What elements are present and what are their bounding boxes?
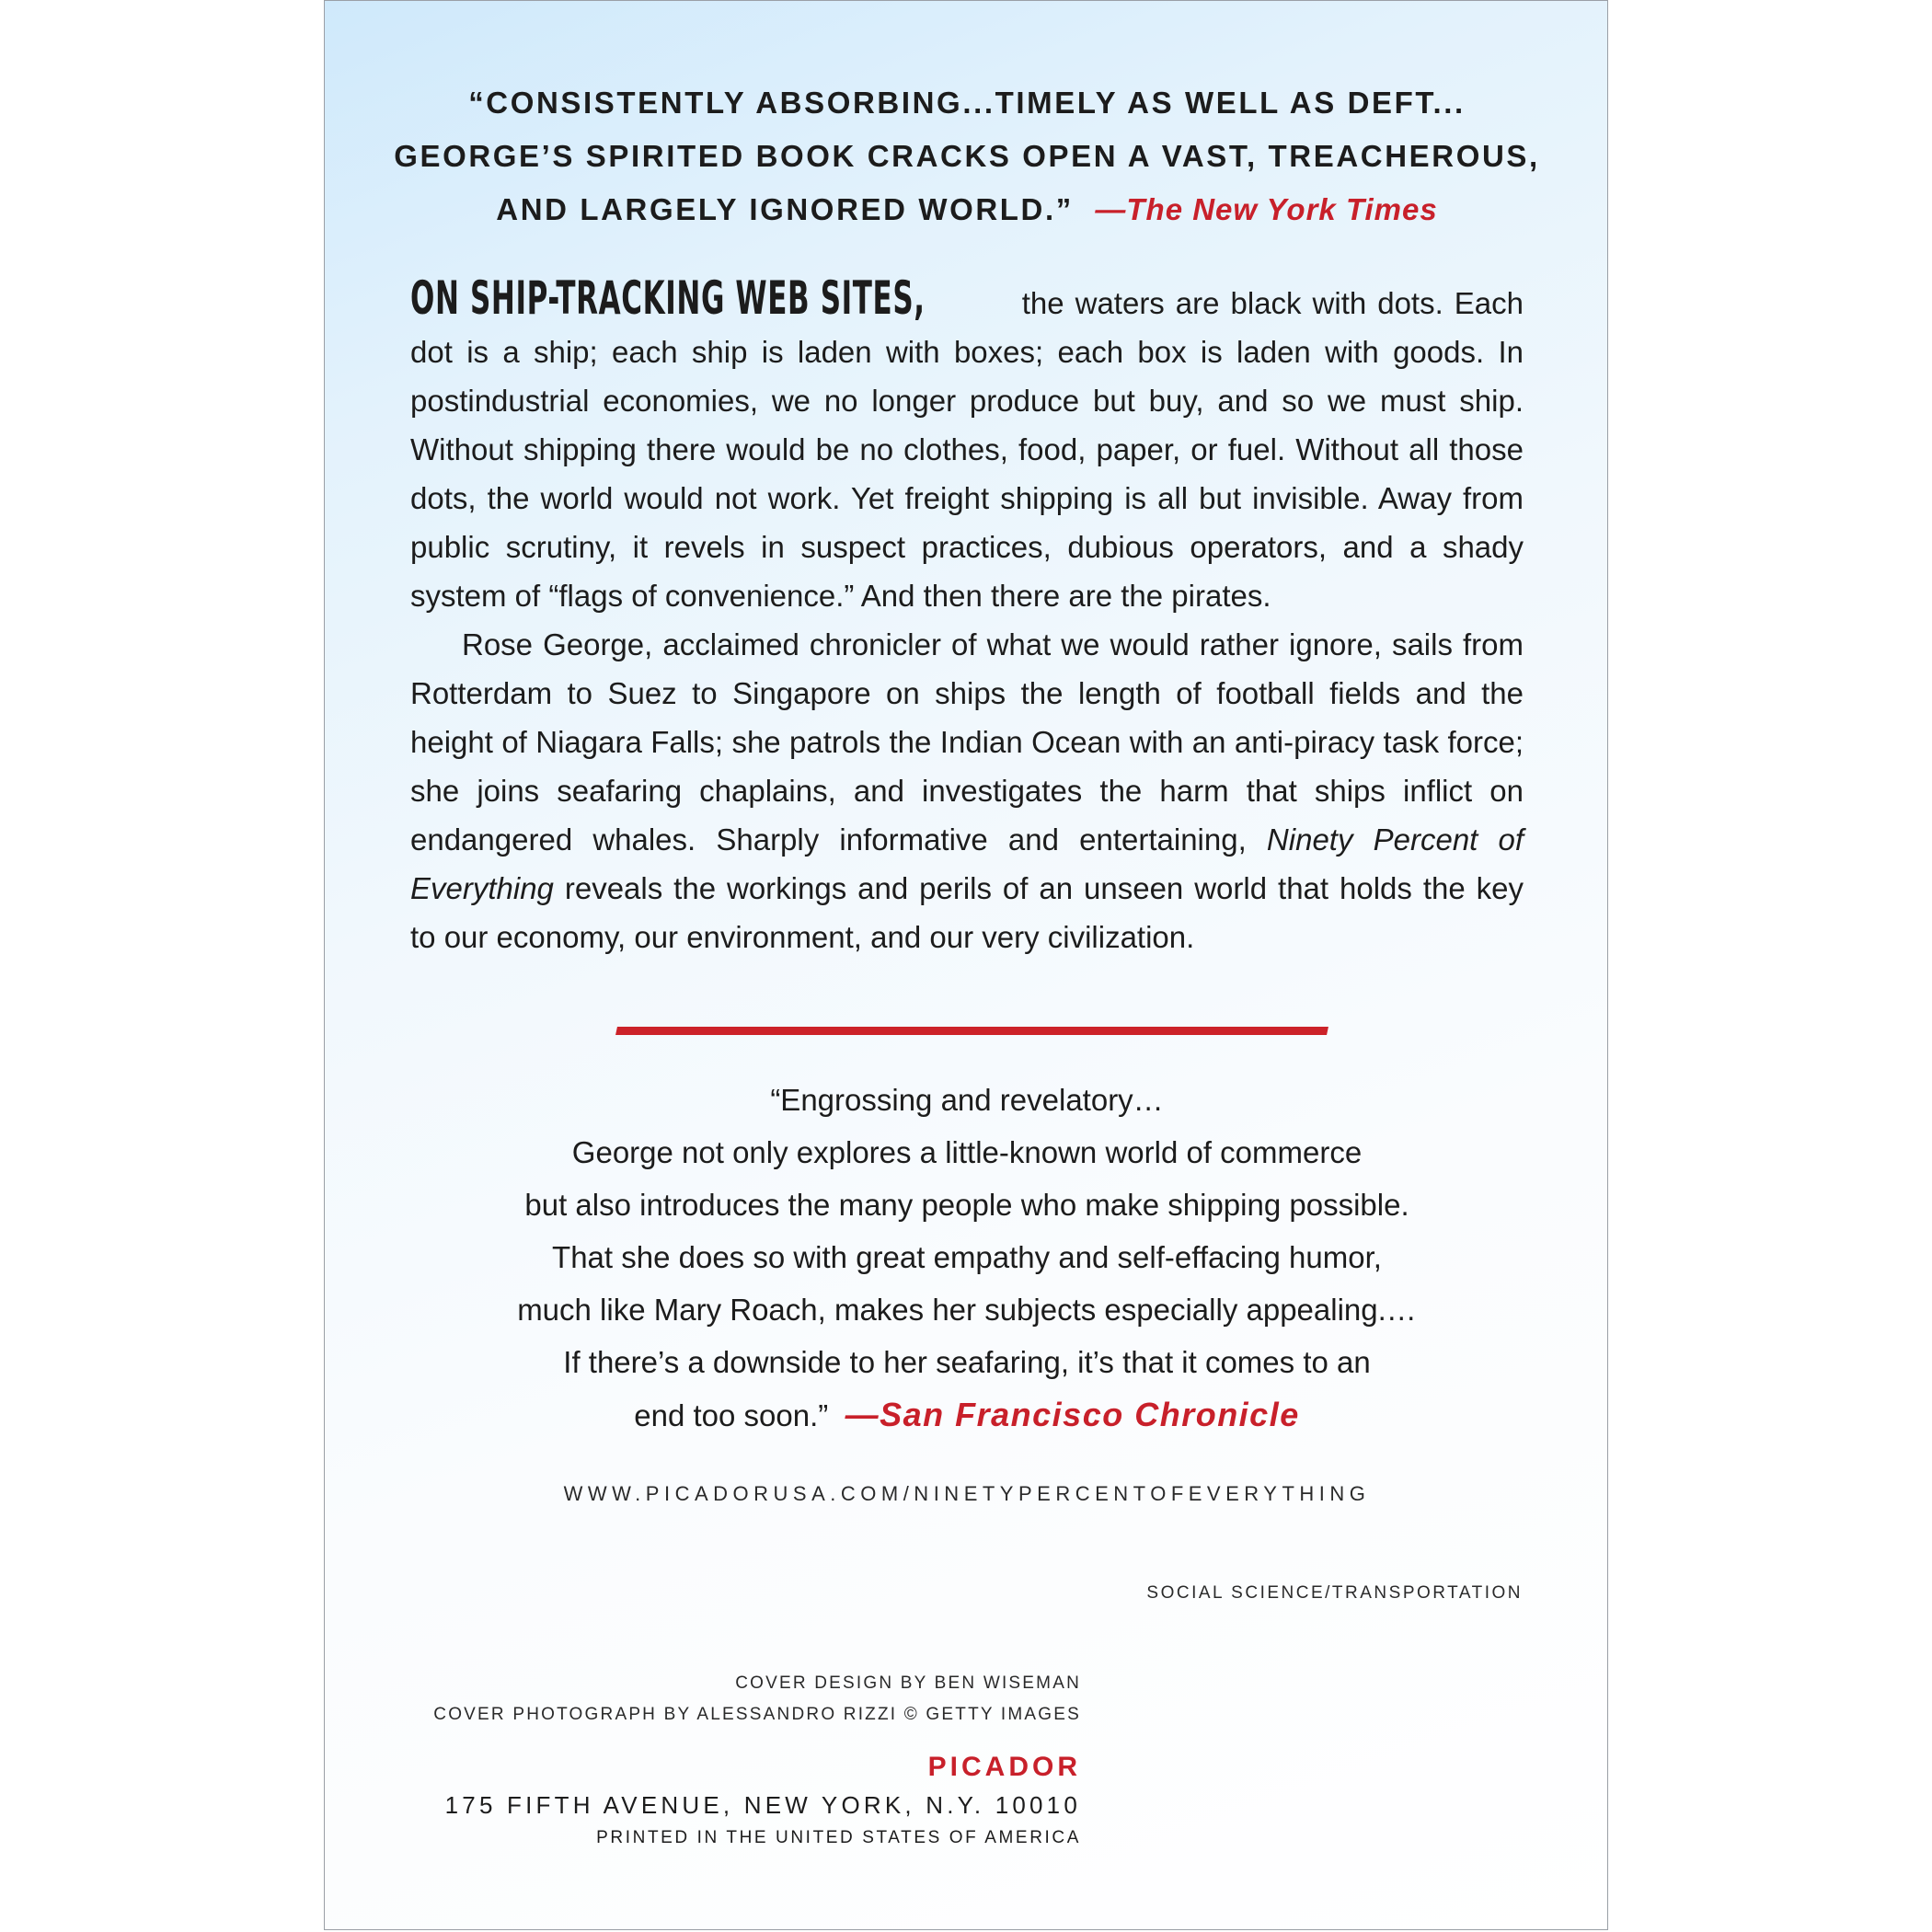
nyt-review-quote (325, 76, 1609, 236)
description-paragraph-1 (410, 271, 1524, 620)
cover-photo-credit: COVER PHOTOGRAPH BY ALESSANDRO RIZZI © GETTY IMAGES (433, 1705, 1081, 1724)
book-title: Ninety Percent of Everything (410, 822, 1524, 905)
quote-line: “CONSISTENTLY ABSORBING...TIMELY AS WELL AS DEFT... (468, 86, 1466, 120)
quote-line: much like Mary Roach, makes her subjects especially appealing.… (517, 1293, 1417, 1327)
quote-line: GEORGE’S SPIRITED BOOK CRACKS OPEN A VAST, TREACHEROUS, (394, 139, 1540, 173)
paragraph-text: the waters are black with dots. Each dot is a ship; each ship is laden with boxes; each box is laden with goods. In postindustrial economies, we no longer produce but buy, and so we must ship. Without shipping there would be no clothes, food, paper, or fuel. Without all those dots, the world would not work. Yet freight shipping is all but invisible. Away from public scrutiny, it revels in suspect practices, dubious operators, and a shady system of “flags of convenience.” And then there are the pirates. (410, 286, 1524, 613)
red-divider (615, 1027, 1328, 1035)
paragraph-text: Rose George, acclaimed chronicler of what we would rather ignore, sails from Rotterdam to Suez to Singapore on ships the length of football fields and the height of Niagara Falls; she patrols the Indian Ocean with an anti-piracy task force; she joins seafaring chaplains, and investigates the harm that ships inflict on endangered whales. Sharply informative and entertaining, (410, 627, 1524, 857)
quote-line-text: end too soon.” (634, 1398, 829, 1432)
description-paragraph-2 (410, 620, 1524, 961)
printed-in-notice: PRINTED IN THE UNITED STATES OF AMERICA (596, 1828, 1081, 1847)
book-description (410, 271, 1524, 961)
quote-line: George not only explores a little-known world of commerce (571, 1135, 1363, 1169)
publisher-url[interactable]: WWW.PICADORUSA.COM/NINETYPERCENTOFEVERYTHING (563, 1482, 1371, 1505)
nyt-attribution: —The New York Times (1095, 192, 1438, 226)
sf-chronicle-attribution: —San Francisco Chronicle (845, 1396, 1300, 1433)
publisher-logo: PICADOR (927, 1752, 1081, 1782)
cover-credits (433, 1668, 1081, 1731)
quote-line: That she does so with great empathy and self-effacing humor, (552, 1240, 1382, 1274)
paragraph-text: reveals the workings and perils of an unseen world that holds the key to our economy, our environment, and our very civilization. (410, 871, 1524, 954)
quote-line: “Engrossing and revelatory… (770, 1083, 1164, 1117)
quote-line (325, 183, 1609, 236)
quote-line-text: AND LARGELY IGNORED WORLD.” (496, 192, 1074, 226)
cover-design-credit: COVER DESIGN BY BEN WISEMAN (735, 1673, 1081, 1693)
lead-in-heading: ON SHIP-TRACKING WEB SITES, (410, 271, 926, 325)
publisher-block (445, 1749, 1081, 1852)
quote-line (325, 1388, 1609, 1442)
quote-line: but also introduces the many people who make shipping possible. (524, 1188, 1409, 1222)
book-category: SOCIAL SCIENCE/TRANSPORTATION (1146, 1583, 1523, 1603)
publisher-address: 175 FIFTH AVENUE, NEW YORK, N.Y. 10010 (444, 1791, 1081, 1819)
sf-chronicle-review-quote (325, 1074, 1609, 1442)
quote-line: If there’s a downside to her seafaring, it’s that it comes to an (563, 1345, 1371, 1379)
back-cover (324, 0, 1608, 1930)
